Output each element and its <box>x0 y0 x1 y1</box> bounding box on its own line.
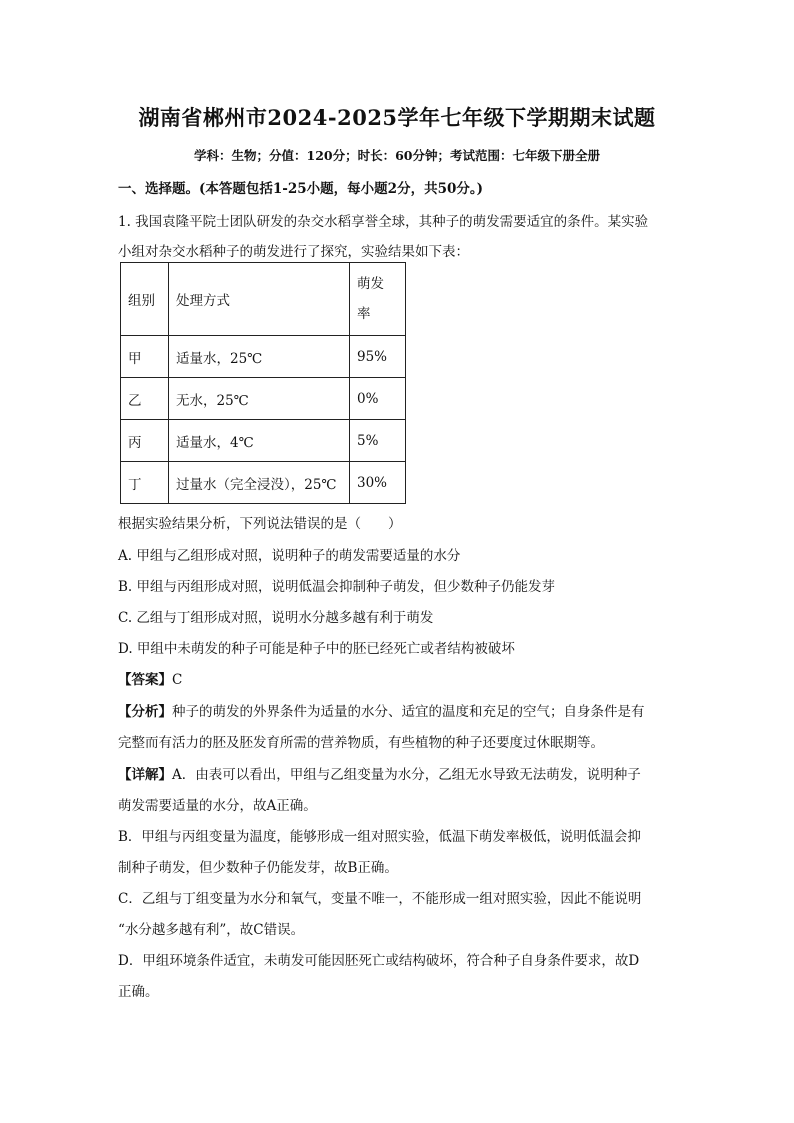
cell-treatment: 无水，25℃ <box>169 378 350 420</box>
page-title: 湖南省郴州市2024-2025学年七年级下学期期末试题 <box>138 105 656 130</box>
experiment-table <box>120 262 406 504</box>
analysis-line-1 <box>118 700 645 720</box>
answer-value: C <box>172 672 183 688</box>
table-row <box>121 420 406 462</box>
cell-rate: 30% <box>350 462 406 504</box>
section-heading: 一、选择题。(本答题包括1-25小题，每小题2分，共50分。) <box>118 181 483 197</box>
cell-group: 丁 <box>121 462 169 504</box>
cell-rate: 95% <box>350 336 406 378</box>
option-a: A. 甲组与乙组形成对照，说明种子的萌发需要适量的水分 <box>118 548 461 564</box>
analysis-label: 【分析】 <box>118 704 172 720</box>
analysis-line-2: 完整而有活力的胚及胚发育所需的营养物质，有些植物的种子还要度过休眠期等。 <box>118 735 604 751</box>
detail-line-8: 正确。 <box>118 984 159 1000</box>
cell-rate: 0% <box>350 378 406 420</box>
answer-label: 【答案】 <box>118 672 172 688</box>
question-stem-line-1: 1. 我国袁隆平院士团队研发的杂交水稻享誉全球，其种子的萌发需要适宜的条件。某实验 <box>118 214 649 230</box>
table-row <box>121 378 406 420</box>
detail-line-4: 制种子萌发，但少数种子仍能发芽，故B正确。 <box>118 860 398 876</box>
cell-treatment: 适量水，4℃ <box>169 420 350 462</box>
detail-text-1: A．由表可以看出，甲组与乙组变量为水分，乙组无水导致无法萌发，说明种子 <box>172 767 641 783</box>
header-treatment: 处理方式 <box>169 263 350 336</box>
detail-label: 【详解】 <box>118 767 172 783</box>
detail-line-1 <box>118 763 641 783</box>
option-c: C. 乙组与丁组形成对照，说明水分越多越有利于萌发 <box>118 610 434 626</box>
cell-rate: 5% <box>350 420 406 462</box>
cell-treatment: 适量水，25℃ <box>169 336 350 378</box>
detail-line-2: 萌发需要适量的水分，故A正确。 <box>118 798 317 814</box>
detail-line-5: C．乙组与丁组变量为水分和氧气，变量不唯一，不能形成一组对照实验，因此不能说明 <box>118 891 642 907</box>
detail-line-7: D．甲组环境条件适宜，未萌发可能因胚死亡或结构破坏，符合种子自身条件要求，故D <box>118 953 640 969</box>
option-d: D. 甲组中未萌发的种子可能是种子中的胚已经死亡或者结构被破坏 <box>118 641 515 657</box>
detail-line-6: “水分越多越有利”，故C错误。 <box>118 922 305 938</box>
analysis-text-1: 种子的萌发的外界条件为适量的水分、适宜的温度和充足的空气；自身条件是有 <box>172 704 645 720</box>
option-b: B. 甲组与丙组形成对照，说明低温会抑制种子萌发，但少数种子仍能发芽 <box>118 579 556 595</box>
exam-info: 学科：生物；分值：120分；时长：60分钟；考试范围：七年级下册全册 <box>194 148 600 163</box>
table-header-row <box>121 263 406 336</box>
header-rate <box>350 263 406 336</box>
header-rate-part-1: 萌发 <box>357 276 384 292</box>
cell-group: 甲 <box>121 336 169 378</box>
detail-line-3: B．甲组与丙组变量为温度，能够形成一组对照实验，低温下萌发率极低，说明低温会抑 <box>118 829 641 845</box>
answer-line <box>118 668 182 688</box>
cell-group: 丙 <box>121 420 169 462</box>
header-group: 组别 <box>121 263 169 336</box>
question-stem-line-2: 小组对杂交水稻种子的萌发进行了探究，实验结果如下表： <box>118 244 469 260</box>
header-rate-part-2: 率 <box>357 306 371 322</box>
table-row <box>121 462 406 504</box>
table-row <box>121 336 406 378</box>
cell-group: 乙 <box>121 378 169 420</box>
question-prompt: 根据实验结果分析，下列说法错误的是（ ） <box>118 516 402 532</box>
cell-treatment: 过量水（完全浸没），25℃ <box>169 462 350 504</box>
